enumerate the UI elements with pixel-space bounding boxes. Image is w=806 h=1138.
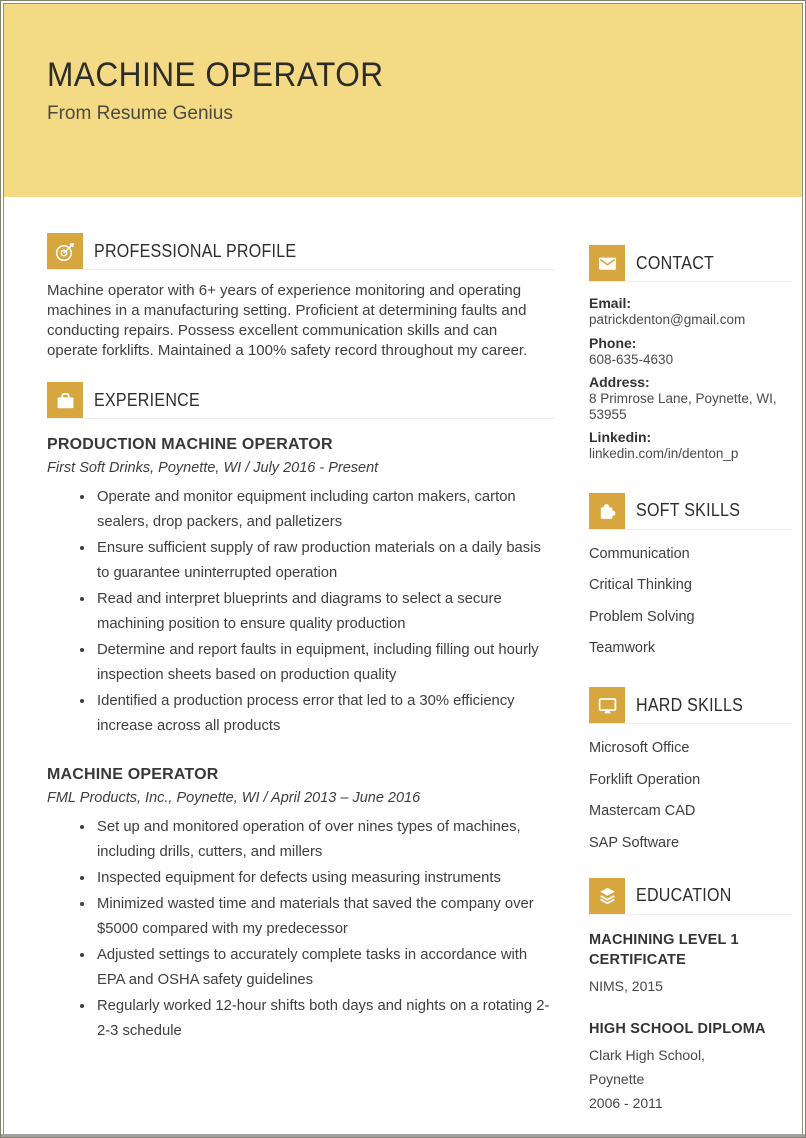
section-title: EDUCATION	[636, 885, 732, 905]
skill-item: SAP Software	[589, 834, 680, 851]
education-detail: 2006 - 2011	[589, 1094, 663, 1111]
section-soft-skills	[589, 493, 792, 658]
contact-label: Address:	[589, 374, 650, 390]
contact-value: 608-635-4630	[589, 351, 674, 367]
job-bullet-list	[47, 485, 555, 739]
section-heading-row	[47, 382, 555, 419]
section-heading-row	[47, 233, 555, 270]
job-bullet: • Regularly worked 12-hour shifts both days and nights on a rotating 2-2-3 schedule	[95, 994, 555, 1044]
education-title: HIGH SCHOOL DIPLOMA	[589, 1020, 766, 1037]
contact-label: Linkedin:	[589, 429, 652, 445]
contact-item-email	[589, 295, 792, 328]
contact-label: Phone:	[589, 334, 637, 351]
contact-value: 8 Primrose Lane, Poynette, WI, 53955	[589, 391, 777, 422]
job-bullet: • Adjusted settings to accurately complete tasks in accordance with EPA and OSHA safety guidelines	[95, 943, 555, 993]
education-title: MACHINING LEVEL 1 CERTIFICATE	[589, 931, 739, 968]
job-bullet: • Determine and report faults in equipment, including filling out hourly inspection sheets based on production quality	[95, 638, 555, 688]
contact-value: linkedin.com/in/denton_p	[589, 446, 739, 461]
education-entry	[589, 1019, 792, 1111]
job-bullet: • Read and interpret blueprints and diagrams to select a secure machining position to ensure quality production	[95, 587, 555, 637]
contact-item-phone	[589, 335, 792, 368]
job-bullet: • Set up and monitored operation of over nines types of machines, including drills, cutters, and millers	[95, 815, 555, 865]
contact-value: patrickdenton@gmail.com	[589, 312, 746, 327]
header-band	[4, 4, 802, 197]
left-column	[47, 233, 555, 1111]
section-title: SOFT SKILLS	[636, 500, 741, 520]
section-title: CONTACT	[636, 252, 715, 273]
section-experience	[47, 382, 555, 1044]
job-bullet-list	[47, 815, 555, 1044]
job-company-dates: FML Products, Inc., Poynette, WI / April 2013 – June 2016	[47, 790, 421, 806]
job-bullet: • Inspected equipment for defects using measuring instruments	[95, 866, 555, 891]
education-detail: Clark High School,	[589, 1046, 705, 1063]
contact-list	[589, 295, 792, 462]
section-heading-row	[589, 878, 792, 915]
section-heading-row	[589, 493, 792, 530]
education-entry	[589, 930, 792, 994]
target-icon	[47, 233, 83, 269]
content-area	[4, 197, 802, 1135]
job-entry	[47, 765, 555, 1044]
skill-item: Communication	[589, 545, 690, 562]
section-contact	[589, 245, 792, 462]
skill-item: Critical Thinking	[589, 577, 692, 593]
puzzle-icon	[589, 493, 625, 529]
section-title: HARD SKILLS	[636, 694, 744, 715]
skill-item: Microsoft Office	[589, 740, 690, 756]
soft-skill-list	[589, 546, 792, 658]
job-bullet: • Operate and monitor equipment including carton makers, carton sealers, drop packers, and palletizers	[95, 485, 555, 535]
education-detail: NIMS, 2015	[589, 977, 663, 994]
skill-item: Forklift Operation	[589, 771, 701, 788]
page-subtitle: From Resume Genius	[47, 103, 233, 125]
job-entry	[47, 435, 555, 739]
graduation-layers-icon	[589, 878, 625, 914]
job-title: MACHINE OPERATOR	[47, 766, 219, 783]
section-title: PROFESSIONAL PROFILE	[94, 240, 297, 261]
section-heading-row	[589, 245, 792, 282]
section-hard-skills	[589, 687, 792, 852]
envelope-icon	[589, 245, 625, 281]
page-title: MACHINE OPERATOR	[47, 56, 384, 94]
right-column	[589, 233, 792, 1111]
section-education	[589, 878, 792, 1111]
job-bullet: • Minimized wasted time and materials that saved the company over $5000 compared with my predecessor	[95, 892, 555, 942]
section-heading-row	[589, 687, 792, 724]
contact-item-address	[589, 374, 792, 422]
section-title: EXPERIENCE	[94, 389, 200, 410]
briefcase-icon	[47, 382, 83, 418]
page-edge-shadow	[1, 1134, 805, 1137]
resume-page-inner	[3, 3, 803, 1135]
job-bullet: • Identified a production process error that led to a 30% efficiency increase across all products	[95, 689, 555, 739]
skill-item: Teamwork	[589, 640, 656, 656]
job-company-dates: First Soft Drinks, Poynette, WI / July 2016 - Present	[47, 460, 379, 476]
skill-item: Problem Solving	[589, 608, 695, 625]
contact-label: Email:	[589, 295, 632, 311]
section-professional-profile	[47, 233, 555, 361]
skill-item: Mastercam CAD	[589, 803, 696, 819]
hard-skill-list	[589, 740, 792, 852]
education-detail: Poynette	[589, 1070, 645, 1087]
profile-summary: Machine operator with 6+ years of experience monitoring and operating machines in a manufacturing setting. Proficient at determining faults and conducting repairs. Possess excellent communication skills and can operate forklifts. Maintained a 100% safety record throughout my career.	[47, 282, 528, 359]
job-bullet: • Ensure sufficient supply of raw production materials on a daily basis to guarantee uninterrupted operation	[95, 536, 555, 586]
monitor-icon	[589, 687, 625, 723]
job-title: PRODUCTION MACHINE OPERATOR	[47, 436, 333, 453]
contact-item-linkedin	[589, 429, 792, 462]
